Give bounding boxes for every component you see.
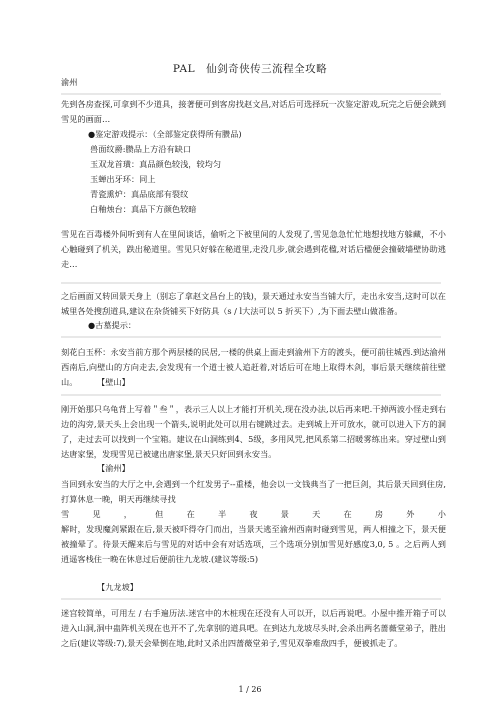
- split-word: 外: [406, 509, 415, 519]
- split-word-line: [61, 507, 446, 522]
- split-word: 在: [186, 509, 195, 519]
- section-divider: [61, 598, 441, 600]
- split-word: 见: [92, 509, 101, 519]
- yuzhou-label: 【渝州】: [97, 463, 130, 473]
- split-word: 但: [155, 509, 164, 519]
- split-word: 房: [374, 509, 384, 519]
- wine-cup-paragraph: 刻花白玉杯：永安当前方那个两层楼的民居,一楼的供桌上面走到渝州下方的渡头，便可前往城西.到达渝州西南后,向壁山的方向走去,会发现有一个道士被人追赶着,对话后可在地上取得木剑，事后景天继续前往壁山。: [61, 347, 446, 387]
- appraise-item: 白釉烛台：真品下方颜色较暗: [90, 204, 197, 214]
- split-word: 天: [312, 509, 321, 519]
- split-word: 在: [343, 509, 352, 519]
- intro-paragraph: 先到各房查探,可拿到不少道具，接著便可到客房找赵文昌,对话后可选择玩一次鉴定游戏,玩完之后便会跳到雪见的画面…: [61, 99, 446, 124]
- chapter-heading: 渝州: [61, 77, 78, 87]
- appraise-item: 玉双龙首璜：真品颜色较浅，较均匀: [90, 159, 222, 169]
- split-word: 景: [280, 509, 289, 519]
- split-word: 半: [217, 509, 227, 519]
- section-divider: [61, 336, 441, 338]
- appraise-heading: ●鉴定游戏提示：（全部鉴定获得所有臜品): [88, 129, 242, 139]
- jiulongpo-paragraph: 迷宫较简单，可用左 / 右手遍历法.迷宫中的木桩现在还没有人可以开，以后再说吧。小屋中推开箱子可以进入山洞,洞中蛊阵机关现在也开不了,先拿别的道具吧。在到达九龙坡尽头时,会杀出两名蔷薇堂弟子，胜出之后(建议等级:7),景天会晕倒在地,此时又杀出四蔷薇堂弟子,雪见双拳难敌四手，便被抓走了。: [61, 608, 446, 648]
- yuzhou-paragraph-1: 当回到永安当的大厅之中,会遇到一个红发男子--重楼，他会以一文钱典当了一把巨剑，其后景天回到住房,打算休息一晚，明天再继续寻找: [61, 479, 446, 504]
- document-title: PAL 仙剑奇侠传三流程全攻略: [172, 63, 328, 75]
- appraise-item: 玉蝉出牙环：同上: [90, 174, 156, 184]
- split-word: ，: [123, 509, 132, 519]
- page-number: 1 / 26: [238, 685, 262, 694]
- xuejian-paragraph: 雪见在百毒楼外间听到有人在里间谈话，偷听之下被里间的人发现了,雪见急急忙忙地想找地方躲藏，不小心触碰到了机关，跌出秘道里。雪见只好躲在秘道里,走没几步,就会遇到花楹,对话后楹便会撞破墙壁协助逃走…: [61, 229, 446, 269]
- section-divider: [61, 394, 441, 396]
- jiulongpo-label: 【九龙坡】: [97, 582, 138, 592]
- section-divider: [61, 282, 441, 284]
- jingtian-paragraph: 之后画面又转回景天身上（别忘了拿赵文昌台上的钱)，景天通过永安当当铺大厅，走出永安当,这时可以在城里各处搜刮道具,建议在杂货铺买下好防具（s / l大法可以 5 折买下）,为下面去壁山做准备。: [61, 291, 446, 316]
- yuzhou-paragraph-2: 解时，发现魔剑紧跟在后,景天被吓得夺门而出，当景天逃至渝州西南时碰到雪见，两人相撞之下，景天便被撞晕了。待景天醒来后与雪见的对话中会有对话选项，三个选项分别加雪见好感度3,0, 5 。之后两人到逍遥客栈住一晚在休息过后便前往九龙坡.(建议等级:5): [61, 524, 446, 564]
- bishan-label: 【壁山】: [97, 377, 130, 387]
- bishan-paragraph: 刚开始那只乌龟背上写着＂叁＂，表示三人以上才能打开机关,现在没办法,以后再来吧.干掉两波小怪走到右边的沟旁,景天头上会出现一个箭头,说明此处可以用右键跳过去。走到城上开可放水，就可以进入下方的洞了，走过去可以找到一个宝箱。建议在山洞练到4、5级，多用风咒,把风系第二招暖雾练出来。穿过壁山到达唐家堡，发现雪见已被逮出唐家堡,景天只好回到永安当。: [61, 404, 446, 459]
- appraise-item: 青瓷熏炉：真品底部有裂纹: [90, 189, 189, 199]
- split-word: 雪: [61, 509, 70, 519]
- split-word: 小: [437, 509, 446, 519]
- appraise-item: 兽面纹爵:臜品上方沿有缺口: [90, 144, 192, 154]
- split-word: 夜: [249, 509, 258, 519]
- ancient-tomb-heading: ●古墓提示：: [88, 320, 137, 330]
- section-divider: [61, 93, 441, 95]
